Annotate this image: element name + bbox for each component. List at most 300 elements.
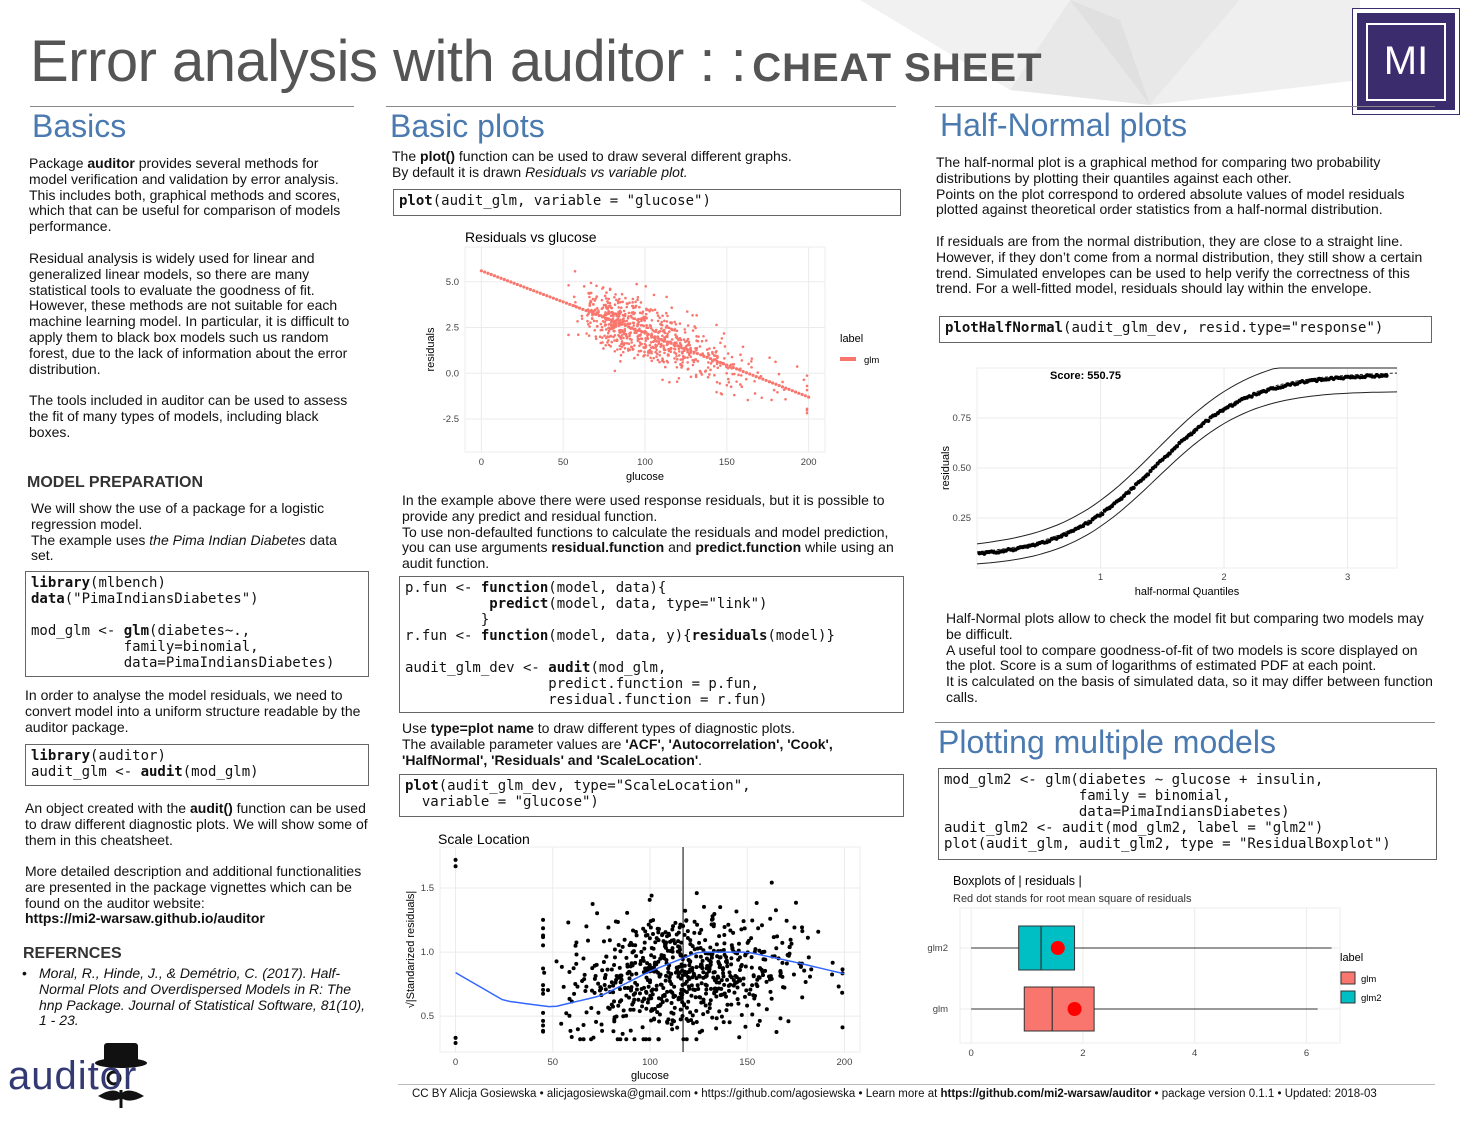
data-point: [613, 955, 617, 959]
data-point: [639, 950, 643, 954]
data-point: [653, 940, 657, 944]
half-normal-paragraph-3: Half-Normal plots allow to check the model fit but comparing two models may be difficult. A useful tool to compare goodness-of-fit of two models is score displayed on the plot. Score is a sum of logarithms of estimated PDF at each point. It is calculated on the basis of simulated data, so it may differ between function calls.: [946, 610, 1433, 705]
auditor-website-link[interactable]: https://mi2-warsaw.github.io/auditor: [25, 910, 265, 927]
data-point: [738, 955, 742, 959]
code-block-audit: library(auditor) audit_glm <- audit(mod_glm): [25, 744, 369, 786]
footer-github-link[interactable]: https://github.com/mi2-warsaw/auditor: [940, 1088, 1152, 1100]
data-point: [758, 1019, 762, 1023]
data-point: [744, 965, 748, 969]
data-point: [656, 312, 659, 315]
legend-title: label: [840, 333, 864, 345]
data-point: [804, 980, 808, 984]
data-point: [624, 328, 627, 331]
data-point: [659, 354, 662, 357]
data-point: [624, 994, 628, 998]
footer: CC BY Alicja Gosiewska • alicjagosiewska@gmail.com • https://github.com/agosiewska • Learn more at https://github.com/mi2-warsaw/auditor • package version 0.1.1 • Updated: 2018-03: [412, 1088, 1377, 1100]
data-point: [620, 354, 623, 357]
data-point: [604, 316, 607, 319]
data-point: [667, 354, 670, 357]
x-tick-label: 100: [642, 1057, 658, 1068]
data-point: [807, 395, 810, 398]
data-point: [695, 923, 699, 927]
data-point: [642, 947, 646, 951]
data-point: [679, 342, 682, 345]
y-axis-label: residuals: [425, 327, 437, 372]
data-point: [797, 392, 800, 395]
data-point: [655, 355, 658, 358]
data-point: [541, 1029, 545, 1033]
auditor-logo-text: auditor: [8, 1054, 138, 1098]
chart-title: Scale Location: [438, 831, 530, 847]
data-point: [597, 311, 600, 314]
data-point: [593, 320, 596, 323]
data-point: [600, 323, 603, 326]
data-point: [709, 987, 713, 991]
data-point: [773, 389, 776, 392]
data-point: [617, 306, 620, 309]
data-point: [678, 350, 681, 353]
data-point: [657, 359, 660, 362]
data-point: [604, 324, 607, 327]
data-point: [714, 1026, 718, 1030]
data-point: [742, 346, 745, 349]
data-point: [692, 329, 695, 332]
data-point: [717, 1009, 721, 1013]
data-point: [622, 1009, 626, 1013]
data-point: [577, 333, 580, 336]
data-point: [541, 918, 545, 922]
data-point: [743, 1025, 747, 1029]
data-point: [542, 971, 546, 975]
data-point: [692, 972, 696, 976]
rms-dot: [1051, 941, 1065, 955]
data-point: [755, 375, 758, 378]
data-point: [558, 299, 561, 302]
data-point: [640, 320, 643, 323]
data-point: [711, 971, 715, 975]
references-heading: REFERNCES: [23, 945, 122, 962]
data-point: [512, 282, 515, 285]
data-point: [673, 347, 676, 350]
data-point: [454, 864, 458, 868]
data-point: [706, 1010, 710, 1014]
code-block-halfnormal: plotHalfNormal(audit_glm_dev, resid.type="response"): [939, 316, 1432, 343]
data-point: [709, 963, 713, 967]
data-point: [565, 302, 568, 305]
data-point: [624, 320, 627, 323]
data-point: [683, 347, 686, 350]
data-point: [662, 359, 665, 362]
data-point: [632, 1008, 636, 1012]
data-point: [802, 969, 806, 973]
data-point: [567, 334, 570, 337]
data-point: [709, 998, 713, 1002]
data-point: [618, 298, 621, 301]
data-point: [696, 352, 699, 355]
residual-boxplot-chart: [920, 868, 1410, 1068]
data-point: [643, 941, 647, 945]
data-point: [568, 1029, 572, 1033]
data-point: [671, 924, 675, 928]
data-point: [642, 1037, 646, 1041]
half-normal-chart: [935, 360, 1405, 600]
data-point: [738, 369, 741, 372]
data-point: [623, 310, 626, 313]
data-point: [634, 930, 638, 934]
data-point: [564, 1011, 568, 1015]
data-point: [552, 297, 555, 300]
data-point: [721, 393, 724, 396]
data-point: [653, 340, 656, 343]
data-point: [713, 365, 716, 368]
data-point: [676, 366, 679, 369]
data-point: [719, 382, 722, 385]
data-point: [662, 345, 665, 348]
data-point: [649, 344, 652, 347]
data-point: [604, 987, 608, 991]
data-point: [608, 326, 611, 329]
data-point: [750, 1012, 754, 1016]
data-point: [676, 358, 679, 361]
data-point: [837, 984, 841, 988]
data-point: [732, 978, 736, 982]
data-point: [638, 991, 642, 995]
data-point: [575, 305, 578, 308]
data-point: [725, 372, 728, 375]
data-point: [642, 986, 646, 990]
data-point: [574, 962, 578, 966]
data-point: [641, 927, 645, 931]
legend-title: label: [1340, 952, 1364, 964]
data-point: [611, 319, 614, 322]
data-point: [541, 966, 545, 970]
data-point: [618, 313, 621, 316]
data-point: [605, 337, 608, 340]
data-point: [696, 360, 699, 363]
data-point: [595, 285, 598, 288]
data-point: [650, 350, 653, 353]
data-point: [745, 378, 748, 381]
legend-key-glm: [1341, 972, 1355, 984]
data-point: [660, 343, 663, 346]
data-point: [574, 301, 577, 304]
data-point: [693, 325, 696, 328]
data-point: [695, 339, 698, 342]
data-point: [748, 988, 752, 992]
data-point: [647, 1037, 651, 1041]
data-point: [645, 317, 648, 320]
data-point: [728, 1020, 732, 1024]
data-point: [572, 992, 576, 996]
box-glm: [1024, 987, 1094, 1031]
data-point: [700, 1029, 704, 1033]
data-point: [670, 306, 673, 309]
data-point: [594, 299, 597, 302]
data-point: [699, 1001, 703, 1005]
data-point: [780, 941, 784, 945]
data-point: [809, 967, 813, 971]
data-point: [581, 308, 584, 311]
divider: [30, 106, 354, 107]
data-point: [596, 325, 599, 328]
data-point: [726, 384, 729, 387]
data-point: [653, 330, 656, 333]
data-point: [541, 983, 545, 987]
data-point: [483, 270, 486, 273]
data-point: [600, 1029, 604, 1033]
data-point: [586, 320, 589, 323]
data-point: [701, 959, 705, 963]
data-point: [686, 348, 689, 351]
data-point: [751, 374, 754, 377]
data-point: [755, 901, 759, 905]
data-point: [560, 965, 564, 969]
data-point: [637, 354, 640, 357]
half-normal-heading: Half-Normal plots: [940, 107, 1188, 143]
mi2-logo: MI: [1353, 9, 1459, 114]
reference-item: Moral, R., Hinde, J., & Demétrio, C. (2017). Half-Normal Plots and Overdispersed Models in R: The hnp Package. Journal of Statistical Software, 81(10), 1 - 23.: [39, 965, 366, 1029]
data-point: [636, 998, 640, 1002]
data-point: [614, 293, 617, 296]
data-point: [683, 328, 686, 331]
data-point: [774, 946, 778, 950]
data-point: [722, 941, 726, 945]
data-point: [734, 909, 738, 913]
data-point: [634, 328, 637, 331]
data-point: [650, 989, 654, 993]
data-point: [1206, 419, 1210, 423]
data-point: [800, 925, 804, 929]
data-point: [742, 919, 746, 923]
basic-plots-paragraph-1: The plot() function can be used to draw several different graphs. By default it is drawn Residuals vs variable plot.: [392, 148, 792, 180]
data-point: [602, 347, 605, 350]
data-point: [627, 970, 631, 974]
data-point: [541, 992, 545, 996]
data-point: [694, 976, 698, 980]
data-point: [730, 943, 734, 947]
data-point: [728, 983, 732, 987]
data-point: [722, 362, 725, 365]
divider: [935, 722, 1435, 723]
data-point: [601, 329, 604, 332]
data-point: [733, 982, 737, 986]
data-point: [695, 349, 698, 352]
data-point: [713, 374, 716, 377]
data-point: [687, 368, 690, 371]
model-preparation-heading: MODEL PREPARATION: [27, 474, 204, 491]
data-point: [750, 955, 754, 959]
data-point: [559, 1022, 563, 1026]
data-point: [610, 980, 614, 984]
data-point: [695, 1020, 699, 1024]
data-point: [707, 352, 710, 355]
data-point: [614, 350, 617, 353]
data-point: [628, 312, 631, 315]
data-point: [711, 917, 715, 921]
data-point: [668, 940, 672, 944]
data-point: [667, 361, 670, 364]
data-point: [602, 306, 605, 309]
data-point: [509, 280, 512, 283]
data-point: [669, 350, 672, 353]
data-point: [806, 374, 809, 377]
data-point: [648, 978, 652, 982]
data-point: [715, 942, 719, 946]
data-point: [575, 985, 579, 989]
data-point: [542, 293, 545, 296]
data-point: [737, 374, 740, 377]
data-point: [715, 350, 718, 353]
data-point: [619, 301, 622, 304]
x-tick-label: 50: [557, 457, 569, 468]
data-point: [719, 361, 722, 364]
data-point: [750, 983, 754, 987]
data-point: [591, 312, 594, 315]
data-point: [576, 1027, 580, 1031]
data-point: [756, 1023, 760, 1027]
data-point: [593, 964, 597, 968]
data-point: [760, 396, 763, 399]
data-point: [607, 302, 610, 305]
data-point: [644, 990, 648, 994]
data-point: [800, 929, 804, 933]
data-point: [576, 320, 579, 323]
data-point: [731, 373, 734, 376]
data-point: [608, 938, 612, 942]
page-title-subtitle: CHEAT SHEET: [752, 46, 1043, 90]
data-point: [626, 302, 629, 305]
data-point: [617, 325, 620, 328]
data-point: [612, 963, 616, 967]
chart-title: Residuals vs glucose: [465, 229, 597, 245]
data-point: [581, 956, 585, 960]
data-point: [590, 989, 594, 993]
data-point: [806, 936, 810, 940]
data-point: [634, 954, 638, 958]
data-point: [606, 341, 609, 344]
data-point: [674, 361, 677, 364]
data-point: [791, 389, 794, 392]
data-point: [708, 373, 711, 376]
data-point: [493, 274, 496, 277]
data-point: [655, 936, 659, 940]
data-point: [732, 991, 736, 995]
data-point: [787, 388, 790, 391]
data-point: [657, 314, 660, 317]
data-point: [666, 340, 669, 343]
data-point: [648, 936, 652, 940]
data-point: [486, 272, 489, 275]
data-point: [632, 949, 636, 953]
model-prep-paragraph-3: An object created with the audit() function can be used to draw different diagnostic plots. We will show some of them in this cheatsheet.: [25, 800, 368, 848]
data-point: [633, 981, 637, 985]
x-tick-label: 0: [968, 1048, 974, 1059]
data-point: [664, 366, 667, 369]
data-point: [630, 314, 633, 317]
data-point: [680, 339, 683, 342]
data-point: [743, 995, 747, 999]
data-point: [645, 313, 648, 316]
data-point: [740, 385, 743, 388]
data-point: [621, 293, 624, 296]
data-point: [575, 952, 579, 956]
data-point: [588, 325, 591, 328]
data-point: [652, 955, 656, 959]
rms-dot: [1068, 1002, 1082, 1016]
data-point: [628, 349, 631, 352]
data-point: [670, 1027, 674, 1031]
data-point: [635, 933, 639, 937]
data-point: [664, 979, 668, 983]
code-block-model: library(mlbench) data("PimaIndiansDiabetes") mod_glm <- glm(diabetes~., family=binomial, data=PimaIndiansDiabetes): [25, 571, 369, 677]
x-tick-label: 150: [718, 457, 735, 468]
data-point: [727, 378, 730, 381]
data-point: [673, 321, 676, 324]
data-point: [764, 379, 767, 382]
bullet: •: [22, 965, 27, 981]
data-point: [622, 337, 625, 340]
data-point: [601, 341, 604, 344]
data-point: [598, 314, 601, 317]
data-point: [610, 341, 613, 344]
data-point: [733, 974, 737, 978]
data-point: [529, 288, 532, 291]
data-point: [725, 978, 729, 982]
data-point: [616, 1004, 620, 1008]
data-point: [622, 317, 625, 320]
data-point: [733, 363, 736, 366]
data-point: [608, 330, 611, 333]
data-point: [621, 945, 625, 949]
data-point: [712, 991, 716, 995]
data-point: [567, 970, 571, 974]
code-block-scalelocation: plot(audit_glm_dev, type="ScaleLocation", variable = "glucose"): [399, 774, 904, 817]
data-point: [752, 974, 756, 978]
data-point: [748, 372, 751, 375]
data-point: [649, 324, 652, 327]
data-point: [710, 1016, 714, 1020]
data-point: [761, 970, 765, 974]
data-point: [686, 970, 690, 974]
data-point: [643, 319, 646, 322]
data-point: [656, 353, 659, 356]
data-point: [650, 346, 653, 349]
data-point: [617, 302, 620, 305]
data-point: [708, 347, 711, 350]
basic-plots-paragraph-3: Use type=plot name to draw different types of diagnostic plots. The available parameter values are 'ACF', 'Autocorrelation', 'Cook', 'HalfNormal', 'Residuals' and 'ScaleLocation'.: [402, 720, 833, 768]
data-point: [632, 307, 635, 310]
data-point: [660, 327, 663, 330]
data-point: [632, 1037, 636, 1041]
data-point: [581, 317, 584, 320]
x-tick-label: 0: [452, 1057, 459, 1068]
y-tick-label: 5.0: [445, 276, 459, 288]
data-point: [741, 359, 744, 362]
data-point: [605, 328, 608, 331]
data-point: [624, 324, 627, 327]
data-point: [595, 335, 598, 338]
data-point: [687, 963, 691, 967]
data-point: [715, 980, 719, 984]
x-tick-label: 3: [1344, 572, 1351, 583]
data-point: [617, 943, 621, 947]
x-axis-label: half-normal Quantiles: [1134, 586, 1240, 598]
data-point: [616, 1037, 620, 1041]
data-point: [691, 1021, 695, 1025]
data-point: [621, 334, 624, 337]
data-point: [685, 1006, 689, 1010]
data-point: [622, 351, 625, 354]
